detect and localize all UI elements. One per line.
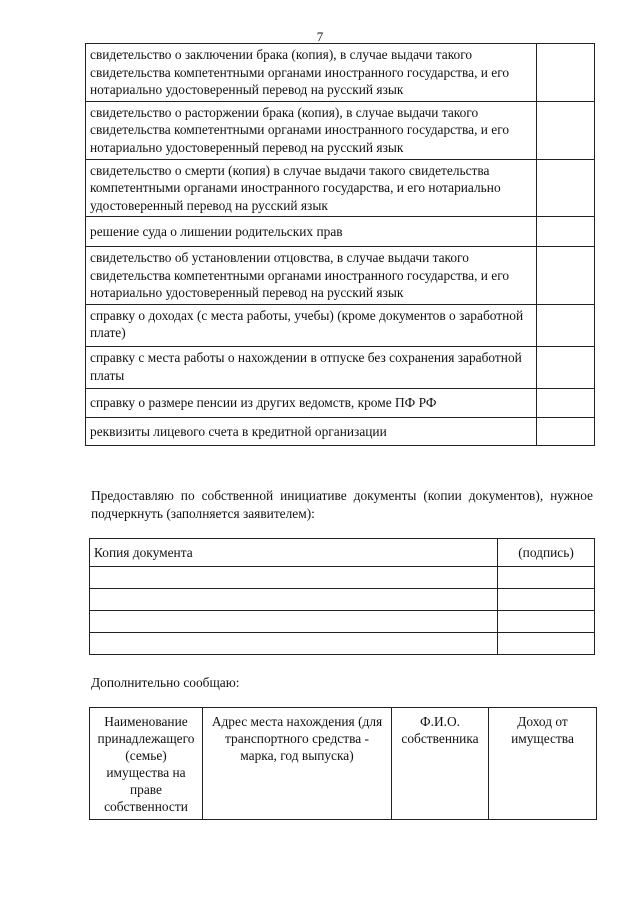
column-header-signature: (подпись) [498,539,595,567]
document-checkbox-cell[interactable] [537,389,595,418]
table-row [90,589,595,611]
document-item: справку с места работы о нахождении в отпуске без сохранения заработной платы [86,346,537,388]
table-row [86,101,595,159]
column-header-property-name: Наименование принадлежащего (семье) имущества на праве собственности [90,708,203,820]
document-item: свидетельство о расторжении брака (копия), в случае выдачи такого свидетельства компетентными органами иностранного государства, и его нотариально удостоверенный перевод на русский язык [86,101,537,159]
table-row [86,217,595,247]
document-checkbox-cell[interactable] [537,101,595,159]
document-item: свидетельство о смерти (копия) в случае выдачи такого свидетельства компетентными органами иностранного государства, и его нотариально удостоверенный перевод на русский язык [86,159,537,217]
column-header-income: Доход от имущества [489,708,597,820]
signature-cell[interactable] [498,633,595,655]
document-checkbox-cell[interactable] [537,417,595,446]
document-item: свидетельство о заключении брака (копия), в случае выдачи такого свидетельства компетентными органами иностранного государства, и его нотариально удостоверенный перевод на русский язык [86,44,537,102]
table-row [86,159,595,217]
signature-cell[interactable] [498,589,595,611]
column-header-address: Адрес места нахождения (для транспортного средства - марка, год выпуска) [203,708,392,820]
document-item: свидетельство об установлении отцовства, в случае выдачи такого свидетельства компетентными органами иностранного государства, и его нотариально удостоверенный перевод на русский язык [86,246,537,304]
table-row [86,44,595,102]
signature-cell[interactable] [498,611,595,633]
table-header-row [90,539,595,567]
document-checkbox-cell[interactable] [537,159,595,217]
column-header-document: Копия документа [90,539,498,567]
table-row [86,417,595,446]
documents-table [85,43,595,446]
document-checkbox-cell[interactable] [537,346,595,388]
column-header-owner: Ф.И.О. собственника [392,708,489,820]
copy-document-cell[interactable] [90,633,498,655]
document-item: справку о доходах (с места работы, учебы) (кроме документов о заработной плате) [86,304,537,346]
intro-paragraph: Предоставляю по собственной инициативе документы (копии документов), нужное подчеркнуть (заполняется заявителем): [91,488,593,521]
signature-cell[interactable] [498,567,595,589]
table-row [86,246,595,304]
page-number: 7 [316,29,324,44]
table-row [90,633,595,655]
document-item: решение суда о лишении родительских прав [86,217,537,247]
additional-info-label: Дополнительно сообщаю: [91,675,240,690]
document-checkbox-cell[interactable] [537,246,595,304]
table-row [86,346,595,388]
table-row [90,567,595,589]
document-checkbox-cell[interactable] [537,44,595,102]
copy-document-cell[interactable] [90,589,498,611]
table-header-row [90,708,597,820]
table-row [86,389,595,418]
document-item: справку о размере пенсии из других ведомств, кроме ПФ РФ [86,389,537,418]
copy-document-cell[interactable] [90,567,498,589]
document-checkbox-cell[interactable] [537,304,595,346]
document-item: реквизиты лицевого счета в кредитной организации [86,417,537,446]
copy-document-cell[interactable] [90,611,498,633]
table-row [90,611,595,633]
property-table [89,707,597,820]
document-checkbox-cell[interactable] [537,217,595,247]
table-row [86,304,595,346]
copies-table [89,538,595,655]
